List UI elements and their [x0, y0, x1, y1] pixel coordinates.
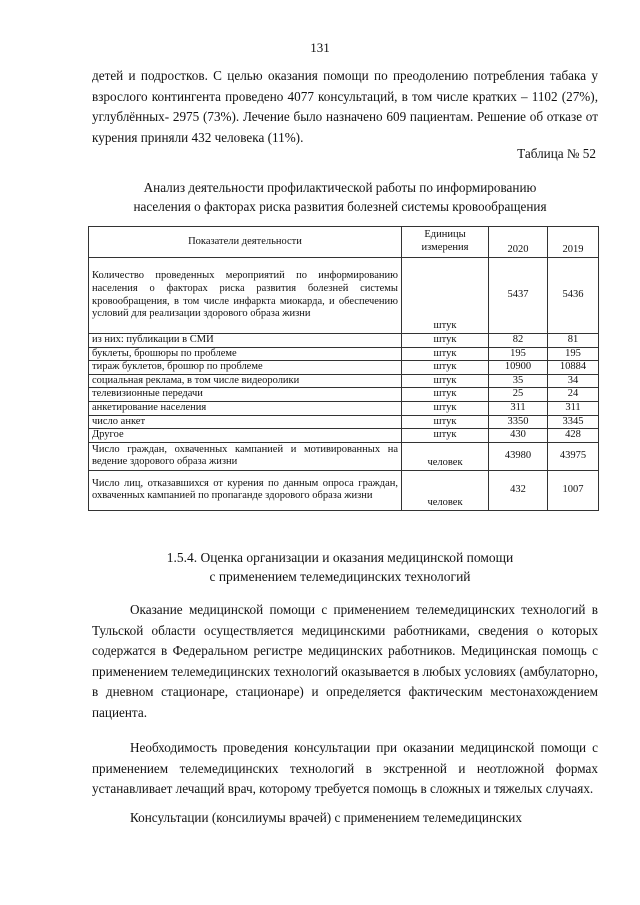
row-2019: 10884 — [548, 361, 599, 375]
row-2020: 43980 — [489, 442, 548, 470]
header-indicator: Показатели деятельности — [89, 227, 402, 258]
table-row — [89, 442, 599, 470]
row-name: тираж буклетов, брошюр по проблеме — [89, 361, 402, 375]
row-2019: 311 — [548, 401, 599, 415]
page-number: 131 — [310, 40, 330, 55]
row-2019: 43975 — [548, 442, 599, 470]
activity-table — [88, 226, 599, 511]
table-title — [60, 178, 620, 216]
row-unit: человек — [402, 442, 489, 470]
table-row — [89, 361, 599, 375]
header-2019: 2019 — [548, 227, 599, 258]
row-2020: 35 — [489, 374, 548, 388]
table-title-line2: населения о факторах риска развития болезней системы кровообращения — [133, 199, 547, 214]
row-2020: 195 — [489, 347, 548, 361]
telemedicine-paragraph-2: Необходимость проведения консультации при оказании медицинской помощи с применением телемедицинских технологий в экстренной и неотложной формах устанавливает лечащий врач, которому требуется помощь в сложных и тяжелых случаях. — [92, 740, 598, 796]
row-2020: 3350 — [489, 415, 548, 429]
row-name: Число лиц, отказавшихся от курения по данным опроса граждан, охваченных кампанией по пропаганде здорового образа жизни — [89, 470, 402, 510]
table-row — [89, 258, 599, 334]
row-2019: 24 — [548, 388, 599, 402]
row-2020: 25 — [489, 388, 548, 402]
header-unit: Единицы измерения — [402, 227, 489, 258]
row-unit: штук — [402, 347, 489, 361]
table-row — [89, 415, 599, 429]
row-name: Число граждан, охваченных кампанией и мотивированных на ведение здорового образа жизни — [89, 442, 402, 470]
row-2019: 428 — [548, 429, 599, 443]
row-2019: 5436 — [548, 258, 599, 334]
row-2019: 195 — [548, 347, 599, 361]
row-unit: штук — [402, 401, 489, 415]
row-2020: 430 — [489, 429, 548, 443]
section-heading-line2: с применением телемедицинских технологий — [209, 569, 471, 584]
row-unit: штук — [402, 334, 489, 348]
row-unit: штук — [402, 258, 489, 334]
row-unit: штук — [402, 374, 489, 388]
row-2019: 3345 — [548, 415, 599, 429]
section-heading — [60, 548, 620, 586]
telemedicine-paragraph-3: Консультации (консилиумы врачей) с применением телемедицинских — [130, 810, 522, 825]
table-number: Таблица № 52 — [517, 146, 596, 161]
row-2019: 1007 — [548, 470, 599, 510]
row-name: из них: публикации в СМИ — [89, 334, 402, 348]
row-unit: штук — [402, 429, 489, 443]
intro-paragraph: детей и подростков. С целью оказания помощи по преодолению потребления табака у взрослого контингента проведено 4077 консультаций, в том числе кратких – 1102 (27%), углублённых- 2975 (73%). Лечение было назначено 609 пациентам. Решение об отказе от курения приняли 432 человека (11%). — [92, 68, 598, 145]
row-name: анкетирование населения — [89, 401, 402, 415]
table-row — [89, 334, 599, 348]
row-unit: штук — [402, 361, 489, 375]
table-row — [89, 388, 599, 402]
row-2020: 311 — [489, 401, 548, 415]
row-unit: штук — [402, 388, 489, 402]
row-name: социальная реклама, в том числе видеоролики — [89, 374, 402, 388]
table-row — [89, 470, 599, 510]
row-name: телевизионные передачи — [89, 388, 402, 402]
row-2020: 432 — [489, 470, 548, 510]
row-2020: 10900 — [489, 361, 548, 375]
table-row — [89, 429, 599, 443]
row-name: Другое — [89, 429, 402, 443]
row-unit: штук — [402, 415, 489, 429]
row-name: буклеты, брошюры по проблеме — [89, 347, 402, 361]
row-name: Количество проведенных мероприятий по информированию населения о факторах риска развития болезней системы кровообращения, в том числе инфаркта миокарда, и обеспечению условий для реализации здорового образа жизни — [89, 258, 402, 334]
row-2020: 5437 — [489, 258, 548, 334]
telemedicine-paragraph-1: Оказание медицинской помощи с применением телемедицинских технологий в Тульской области осуществляется медицинскими работниками, сведения о которых содержатся в Федеральном регистре медицинских работников. Медицинская помощь с применением телемедицинских технологий оказывается в любых условиях (амбулаторно, в дневном стационаре, стационаре) и определяется фактическим местонахождением пациента. — [92, 602, 598, 720]
section-heading-line1: 1.5.4. Оценка организации и оказания медицинской помощи — [166, 550, 514, 565]
row-name: число анкет — [89, 415, 402, 429]
row-2020: 82 — [489, 334, 548, 348]
row-unit: человек — [402, 470, 489, 510]
table-row — [89, 347, 599, 361]
header-2020: 2020 — [489, 227, 548, 258]
row-2019: 81 — [548, 334, 599, 348]
row-2019: 34 — [548, 374, 599, 388]
table-header-row — [89, 227, 599, 258]
table-row — [89, 401, 599, 415]
table-title-line1: Анализ деятельности профилактической работы по информированию — [143, 180, 537, 195]
table-row — [89, 374, 599, 388]
